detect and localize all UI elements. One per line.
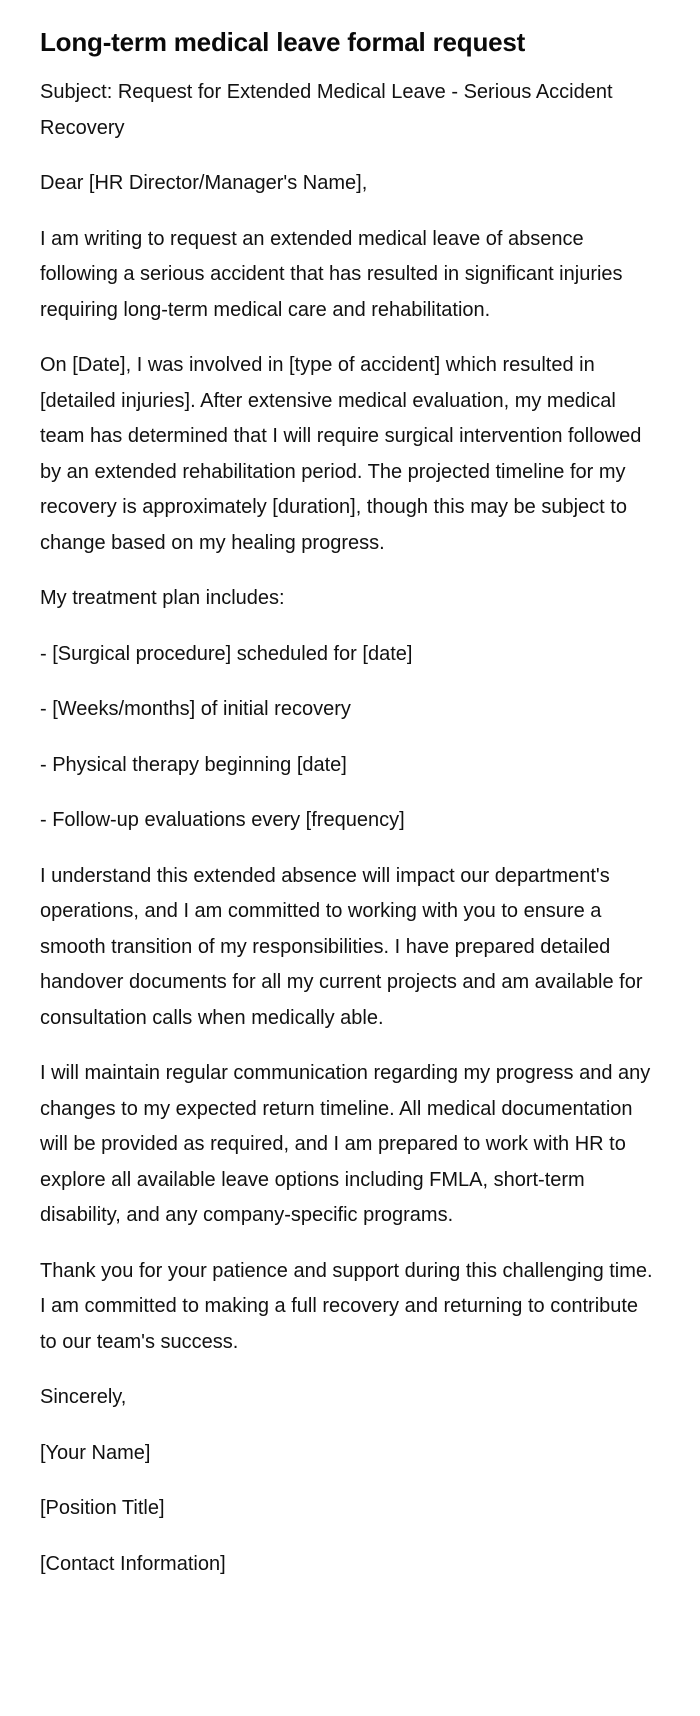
document-title: Long-term medical leave formal request <box>40 27 526 57</box>
body-paragraph-communication: I will maintain regular communication regarding my progress and any changes to my expected return timeline. All medical documentation will be provided as required, and I am prepared to work with HR to explore all available leave options including FMLA, short-term disability, and any company-specific programs. <box>40 1062 651 1226</box>
signoff: Sincerely, <box>40 1386 127 1408</box>
body-paragraph-transition: I understand this extended absence will impact our department's operations, and I am committed to working with you to ensure a smooth transition of my responsibilities. I have prepared detailed handover documents for all my current projects and am available for consultation calls when medically able. <box>40 864 643 1029</box>
salutation: Dear [HR Director/Manager's Name], <box>40 172 368 194</box>
subject-line: Subject: Request for Extended Medical Leave - Serious Accident Recovery <box>40 81 613 139</box>
treatment-plan-heading: My treatment plan includes: <box>40 587 285 609</box>
signature-contact: [Contact Information] <box>40 1552 226 1575</box>
signature-position: [Position Title] <box>40 1497 165 1519</box>
body-paragraph-thanks: Thank you for your patience and support during this challenging time. I am committed to making a full recovery and returning to contribute to our team's success. <box>40 1259 653 1353</box>
treatment-item: - Physical therapy beginning [date] <box>40 753 347 776</box>
body-paragraph-details: On [Date], I was involved in [type of accident] which resulted in [detailed injuries]. After extensive medical evaluation, my medical team has determined that I will require surgical intervention followed by an extended rehabilitation period. The projected timeline for my recovery is approximately [duration], though this may be subject to change based on my healing progress. <box>40 354 642 554</box>
body-paragraph-intro: I am writing to request an extended medical leave of absence following a serious accident that has resulted in significant injuries requiring long-term medical care and rehabilitation. <box>40 227 623 321</box>
signature-name: [Your Name] <box>40 1441 151 1464</box>
treatment-item: - [Weeks/months] of initial recovery <box>40 698 351 720</box>
treatment-item: - [Surgical procedure] scheduled for [date] <box>40 642 413 665</box>
treatment-item: - Follow-up evaluations every [frequency] <box>40 809 405 831</box>
